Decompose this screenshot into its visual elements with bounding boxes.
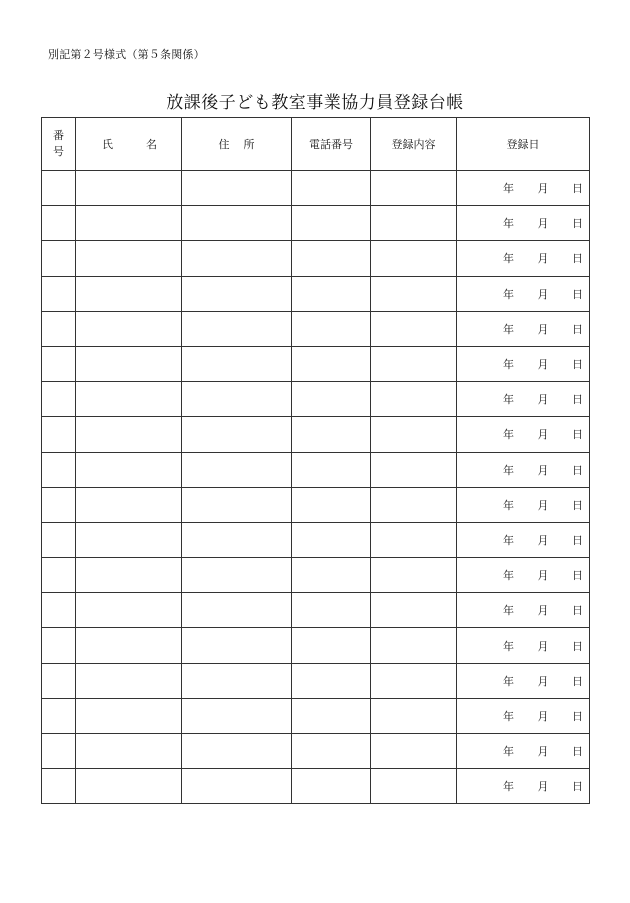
date-cell[interactable] — [457, 311, 590, 346]
address-cell[interactable] — [182, 628, 292, 663]
phone-cell[interactable] — [292, 311, 371, 346]
number-cell[interactable] — [42, 206, 76, 241]
name-cell[interactable] — [76, 241, 182, 276]
content-cell[interactable] — [371, 206, 457, 241]
date-day-label: 日 — [572, 745, 583, 759]
date-year-label: 年 — [503, 322, 514, 336]
date-month-label: 月 — [537, 428, 549, 442]
address-cell[interactable] — [182, 417, 292, 452]
content-cell[interactable] — [371, 417, 457, 452]
name-cell[interactable] — [76, 417, 182, 452]
name-cell[interactable] — [76, 452, 182, 487]
date-cell[interactable] — [457, 593, 590, 628]
content-cell[interactable] — [371, 452, 457, 487]
address-cell[interactable] — [182, 171, 292, 206]
table-row — [42, 346, 590, 381]
header-name-char-1: 氏 — [102, 138, 113, 151]
date-cell[interactable] — [457, 698, 590, 733]
date-year-label: 年 — [503, 428, 514, 442]
header-content: 登録内容 — [371, 118, 457, 171]
address-cell[interactable] — [182, 522, 292, 557]
phone-cell[interactable] — [292, 522, 371, 557]
header-number-char-1: 番 — [53, 129, 64, 142]
date-cell[interactable] — [457, 241, 590, 276]
number-cell[interactable] — [42, 346, 76, 381]
date-year-label: 年 — [503, 604, 514, 618]
table-row — [42, 769, 590, 804]
content-cell[interactable] — [371, 522, 457, 557]
content-cell[interactable] — [371, 241, 457, 276]
date-year-label: 年 — [503, 569, 514, 583]
phone-cell[interactable] — [292, 206, 371, 241]
content-cell[interactable] — [371, 769, 457, 804]
date-year-label: 年 — [503, 709, 514, 723]
table-row — [42, 522, 590, 557]
date-cell[interactable] — [457, 769, 590, 804]
date-day-label: 日 — [572, 182, 583, 196]
date-month-label: 月 — [537, 674, 549, 688]
header-number — [42, 118, 76, 171]
address-cell[interactable] — [182, 698, 292, 733]
address-cell[interactable] — [182, 311, 292, 346]
table-row — [42, 171, 590, 206]
name-cell[interactable] — [76, 311, 182, 346]
date-year-label: 年 — [503, 498, 514, 512]
date-cell[interactable] — [457, 206, 590, 241]
header-phone: 電話番号 — [292, 118, 371, 171]
name-cell[interactable] — [76, 593, 182, 628]
date-day-label: 日 — [572, 569, 583, 583]
date-month-label: 月 — [537, 569, 549, 583]
address-cell[interactable] — [182, 276, 292, 311]
date-cell[interactable] — [457, 276, 590, 311]
table-row — [42, 558, 590, 593]
phone-cell[interactable] — [292, 593, 371, 628]
header-address-char-2: 所 — [243, 138, 255, 151]
number-cell[interactable] — [42, 522, 76, 557]
date-month-label: 月 — [537, 463, 549, 477]
content-cell[interactable] — [371, 311, 457, 346]
table-row — [42, 698, 590, 733]
date-cell[interactable] — [457, 663, 590, 698]
register-table — [41, 117, 590, 804]
date-month-label: 月 — [537, 498, 549, 512]
date-cell[interactable] — [457, 452, 590, 487]
date-month-label: 月 — [537, 745, 549, 759]
date-year-label: 年 — [503, 463, 514, 477]
content-cell[interactable] — [371, 698, 457, 733]
date-day-label: 日 — [572, 463, 583, 477]
date-month-label: 月 — [537, 604, 549, 618]
date-cell[interactable] — [457, 522, 590, 557]
table-row — [42, 241, 590, 276]
content-cell[interactable] — [371, 734, 457, 769]
table-row — [42, 734, 590, 769]
date-month-label: 月 — [537, 393, 549, 407]
date-month-label: 月 — [537, 780, 549, 794]
table-row — [42, 206, 590, 241]
date-month-label: 月 — [537, 287, 549, 301]
date-month-label: 月 — [537, 709, 549, 723]
date-month-label: 月 — [537, 252, 549, 266]
name-cell[interactable] — [76, 769, 182, 804]
name-cell[interactable] — [76, 628, 182, 663]
address-cell[interactable] — [182, 487, 292, 522]
number-cell[interactable] — [42, 663, 76, 698]
name-cell[interactable] — [76, 663, 182, 698]
date-day-label: 日 — [572, 252, 583, 266]
table-row — [42, 663, 590, 698]
table-row — [42, 382, 590, 417]
header-number-char-2: 号 — [53, 145, 64, 158]
date-month-label: 月 — [537, 533, 549, 547]
date-cell[interactable] — [457, 628, 590, 663]
date-day-label: 日 — [572, 639, 583, 653]
date-day-label: 日 — [572, 709, 583, 723]
date-year-label: 年 — [503, 393, 514, 407]
date-year-label: 年 — [503, 674, 514, 688]
header-name — [76, 118, 182, 171]
table-row — [42, 487, 590, 522]
header-date: 登録日 — [457, 118, 590, 171]
number-cell[interactable] — [42, 452, 76, 487]
content-cell[interactable] — [371, 382, 457, 417]
date-day-label: 日 — [572, 322, 583, 336]
date-year-label: 年 — [503, 780, 514, 794]
content-cell[interactable] — [371, 663, 457, 698]
phone-cell[interactable] — [292, 663, 371, 698]
address-cell[interactable] — [182, 769, 292, 804]
table-row — [42, 276, 590, 311]
name-cell[interactable] — [76, 698, 182, 733]
date-cell[interactable] — [457, 346, 590, 381]
table-row — [42, 593, 590, 628]
table-row — [42, 628, 590, 663]
number-cell[interactable] — [42, 734, 76, 769]
header-name-char-2: 名 — [146, 138, 157, 151]
date-month-label: 月 — [537, 182, 549, 196]
address-cell[interactable] — [182, 241, 292, 276]
header-row — [42, 118, 590, 171]
phone-cell[interactable] — [292, 276, 371, 311]
date-day-label: 日 — [572, 428, 583, 442]
date-year-label: 年 — [503, 182, 514, 196]
name-cell[interactable] — [76, 276, 182, 311]
content-cell[interactable] — [371, 558, 457, 593]
phone-cell[interactable] — [292, 417, 371, 452]
date-year-label: 年 — [503, 287, 514, 301]
date-day-label: 日 — [572, 287, 583, 301]
phone-cell[interactable] — [292, 734, 371, 769]
content-cell[interactable] — [371, 276, 457, 311]
number-cell[interactable] — [42, 769, 76, 804]
address-cell[interactable] — [182, 593, 292, 628]
phone-cell[interactable] — [292, 452, 371, 487]
date-cell[interactable] — [457, 487, 590, 522]
content-cell[interactable] — [371, 593, 457, 628]
date-year-label: 年 — [503, 217, 514, 231]
content-cell[interactable] — [371, 171, 457, 206]
date-year-label: 年 — [503, 252, 514, 266]
date-cell[interactable] — [457, 171, 590, 206]
phone-cell[interactable] — [292, 171, 371, 206]
name-cell[interactable] — [76, 206, 182, 241]
phone-cell[interactable] — [292, 698, 371, 733]
name-cell[interactable] — [76, 346, 182, 381]
number-cell[interactable] — [42, 558, 76, 593]
date-month-label: 月 — [537, 358, 549, 372]
header-address-char-1: 住 — [218, 138, 230, 151]
address-cell[interactable] — [182, 346, 292, 381]
number-cell[interactable] — [42, 628, 76, 663]
date-cell[interactable] — [457, 558, 590, 593]
date-month-label: 月 — [537, 217, 549, 231]
number-cell[interactable] — [42, 593, 76, 628]
table-row — [42, 417, 590, 452]
date-day-label: 日 — [572, 533, 583, 547]
number-cell[interactable] — [42, 487, 76, 522]
address-cell[interactable] — [182, 558, 292, 593]
document-title: 放課後子ども教室事業協力員登録台帳 — [166, 93, 464, 113]
header-address — [182, 118, 292, 171]
phone-cell[interactable] — [292, 628, 371, 663]
number-cell[interactable] — [42, 698, 76, 733]
date-year-label: 年 — [503, 533, 514, 547]
date-day-label: 日 — [572, 393, 583, 407]
name-cell[interactable] — [76, 171, 182, 206]
number-cell[interactable] — [42, 241, 76, 276]
name-cell[interactable] — [76, 522, 182, 557]
number-cell[interactable] — [42, 382, 76, 417]
date-day-label: 日 — [572, 604, 583, 618]
date-month-label: 月 — [537, 639, 549, 653]
date-day-label: 日 — [572, 498, 583, 512]
register-body — [42, 171, 590, 804]
phone-cell[interactable] — [292, 346, 371, 381]
date-cell[interactable] — [457, 382, 590, 417]
number-cell[interactable] — [42, 276, 76, 311]
content-cell[interactable] — [371, 628, 457, 663]
address-cell[interactable] — [182, 663, 292, 698]
table-row — [42, 311, 590, 346]
name-cell[interactable] — [76, 487, 182, 522]
phone-cell[interactable] — [292, 558, 371, 593]
name-cell[interactable] — [76, 558, 182, 593]
number-cell[interactable] — [42, 417, 76, 452]
phone-cell[interactable] — [292, 769, 371, 804]
date-day-label: 日 — [572, 358, 583, 372]
phone-cell[interactable] — [292, 382, 371, 417]
date-cell[interactable] — [457, 734, 590, 769]
number-cell[interactable] — [42, 171, 76, 206]
date-year-label: 年 — [503, 745, 514, 759]
content-cell[interactable] — [371, 487, 457, 522]
name-cell[interactable] — [76, 382, 182, 417]
date-day-label: 日 — [572, 780, 583, 794]
date-day-label: 日 — [572, 217, 583, 231]
content-cell[interactable] — [371, 346, 457, 381]
date-month-label: 月 — [537, 322, 549, 336]
table-row — [42, 452, 590, 487]
phone-cell[interactable] — [292, 487, 371, 522]
address-cell[interactable] — [182, 382, 292, 417]
number-cell[interactable] — [42, 311, 76, 346]
address-cell[interactable] — [182, 206, 292, 241]
address-cell[interactable] — [182, 734, 292, 769]
date-day-label: 日 — [572, 674, 583, 688]
date-cell[interactable] — [457, 417, 590, 452]
name-cell[interactable] — [76, 734, 182, 769]
phone-cell[interactable] — [292, 241, 371, 276]
address-cell[interactable] — [182, 452, 292, 487]
date-year-label: 年 — [503, 358, 514, 372]
form-number-note: 別記第２号様式（第５条関係） — [48, 48, 205, 61]
date-year-label: 年 — [503, 639, 514, 653]
